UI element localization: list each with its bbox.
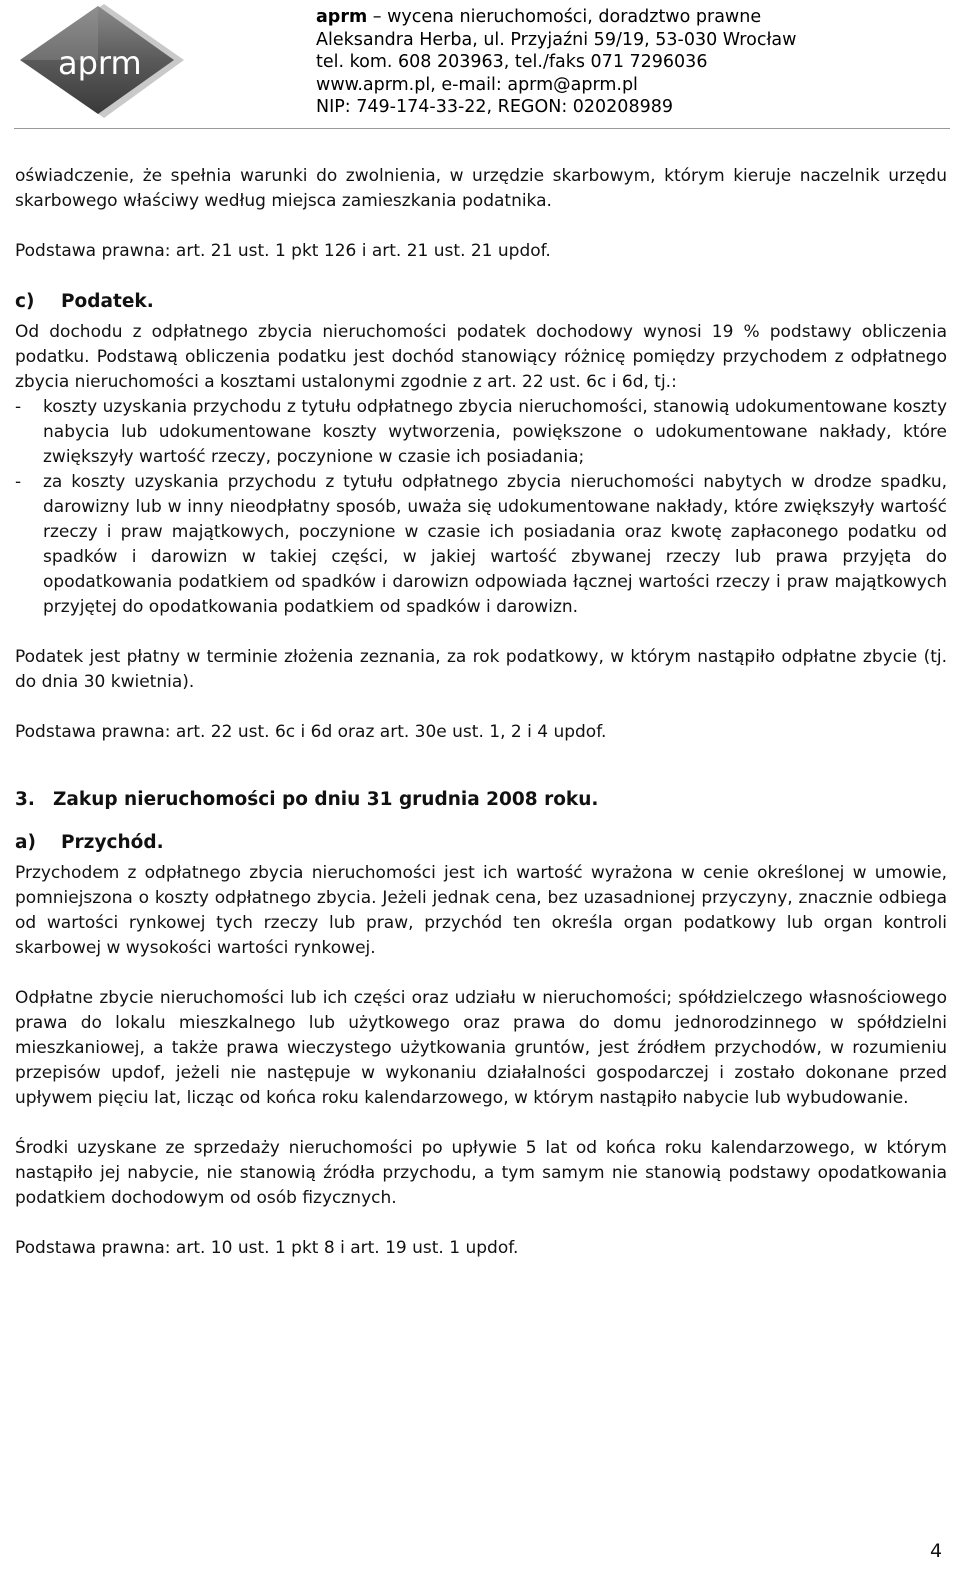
paragraph: oświadczenie, że spełnia warunki do zwolnienia, w urzędzie skarbowym, którym kieruje naczelnik urzędu skarbowego właściwy według miejsca zamieszkania podatnika.	[15, 166, 947, 211]
page-header	[0, 0, 960, 122]
list-item	[15, 395, 947, 470]
section-marker: c)	[15, 291, 35, 312]
company-web-email: www.aprm.pl, e-mail: aprm@aprm.pl	[316, 74, 638, 95]
list-item-text: za koszty uzyskania przychodu z tytułu odpłatnego zbycia nieruchomości nabytych w drodze spadku, darowizny lub w inny nieodpłatny sposób, uważa się udokumentowane nakłady, które zwiększyły wartość rzeczy i praw majątkowych, poczynione w czasie ich posiadania oraz kwotę zapłaconego podatku od spadków i darowizn w takiej części, w jakiej wartość zbywanej rzeczy lub prawa przyjęta do opodatkowania podatkiem od spadków i darowizn odpowiada łącznej wartości rzeczy i praw majątkowych przyjętej do opodatkowania podatkiem od spadków i darowizn.	[43, 472, 947, 617]
section-title: Zakup nieruchomości po dniu 31 grudnia 2008 roku.	[53, 789, 599, 810]
list-dash: -	[15, 397, 22, 417]
svg-text:aprm: aprm	[58, 44, 142, 82]
company-phone: tel. kom. 608 203963, tel./faks 071 7296036	[316, 52, 708, 72]
paragraph: Podatek jest płatny w terminie złożenia zeznania, za rok podatkowy, w którym nastąpiło odpłatne zbycie (tj. do dnia 30 kwietnia).	[15, 647, 947, 692]
document-body	[15, 164, 947, 1261]
company-ids: NIP: 749-174-33-22, REGON: 020208989	[316, 97, 673, 117]
section-marker: 3.	[15, 789, 35, 810]
section-marker: a)	[15, 832, 36, 853]
section-heading-c	[15, 289, 947, 314]
section-title: Przychód.	[61, 832, 164, 853]
paragraph: Od dochodu z odpłatnego zbycia nieruchomości podatek dochodowy wynosi 19 % podstawy obliczenia podatku. Podstawą obliczenia podatku jest dochód stanowiący różnicę pomiędzy przychodem z odpłatnego zbycia nieruchomości a kosztami ustalonymi zgodnie z art. 22 ust. 6c i 6d, tj.:	[15, 322, 947, 392]
paragraph: Przychodem z odpłatnego zbycia nieruchomości jest ich wartość wyrażona w cenie określonej w umowie, pomniejszona o koszty odpłatnego zbycia. Jeżeli jednak cena, bez uzasadnionej przyczyny, znacznie odbiega od wartości rynkowej tych rzeczy lub praw, przychód ten określa organ podatkowy lub organ kontroli skarbowej w wysokości wartości rynkowej.	[15, 863, 947, 958]
list-item-text: koszty uzyskania przychodu z tytułu odpłatnego zbycia nieruchomości, stanowią udokumentowane koszty nabycia lub udokumentowane koszty wytworzenia, powiększone o udokumentowane nakłady, które zwiększyły wartość rzeczy, poczynione w czasie ich posiadania;	[43, 397, 947, 467]
aprm-logo	[14, 2, 190, 120]
company-name-line	[316, 6, 796, 29]
company-brand: aprm	[316, 7, 368, 27]
list-dash: -	[15, 472, 22, 492]
company-address: Aleksandra Herba, ul. Przyjaźni 59/19, 53-030 Wrocław	[316, 29, 797, 50]
section-heading-a	[15, 830, 947, 855]
list-item	[15, 470, 947, 620]
paragraph: Odpłatne zbycie nieruchomości lub ich części oraz udziału w nieruchomości; spółdzielczego własnościowego prawa do lokalu mieszkalnego lub użytkowego oraz prawa do domu jednorodzinnego w spółdzielni mieszkaniowej, a także prawa wieczystego użytkowania gruntów, jest źródłem przychodów, w rozumieniu przepisów updof, jeżeli nie następuje w wykonaniu działalności gospodarczej i zostało dokonane przed upływem pięciu lat, licząc od końca roku kalendarzowego, w którym nastąpiło nabycie lub wybudowanie.	[15, 988, 947, 1108]
legal-basis: Podstawa prawna: art. 21 ust. 1 pkt 126 i art. 21 ust. 21 updof.	[15, 241, 551, 261]
header-divider	[14, 128, 950, 129]
page-number: 4	[930, 1540, 943, 1562]
company-tagline: – wycena nieruchomości, doradztwo prawne	[367, 7, 762, 27]
company-info	[316, 6, 796, 119]
section-title: Podatek.	[61, 291, 154, 312]
legal-basis: Podstawa prawna: art. 22 ust. 6c i 6d oraz art. 30e ust. 1, 2 i 4 updof.	[15, 722, 607, 742]
legal-basis: Podstawa prawna: art. 10 ust. 1 pkt 8 i art. 19 ust. 1 updof.	[15, 1238, 519, 1258]
section-heading-3	[15, 787, 947, 812]
paragraph: Środki uzyskane ze sprzedaży nieruchomości po upływie 5 lat od końca roku kalendarzowego, w którym nastąpiło jej nabycie, nie stanowią źródła przychodu, a tym samym nie stanowią podstawy opodatkowania podatkiem dochodowym od osób fizycznych.	[15, 1138, 947, 1208]
